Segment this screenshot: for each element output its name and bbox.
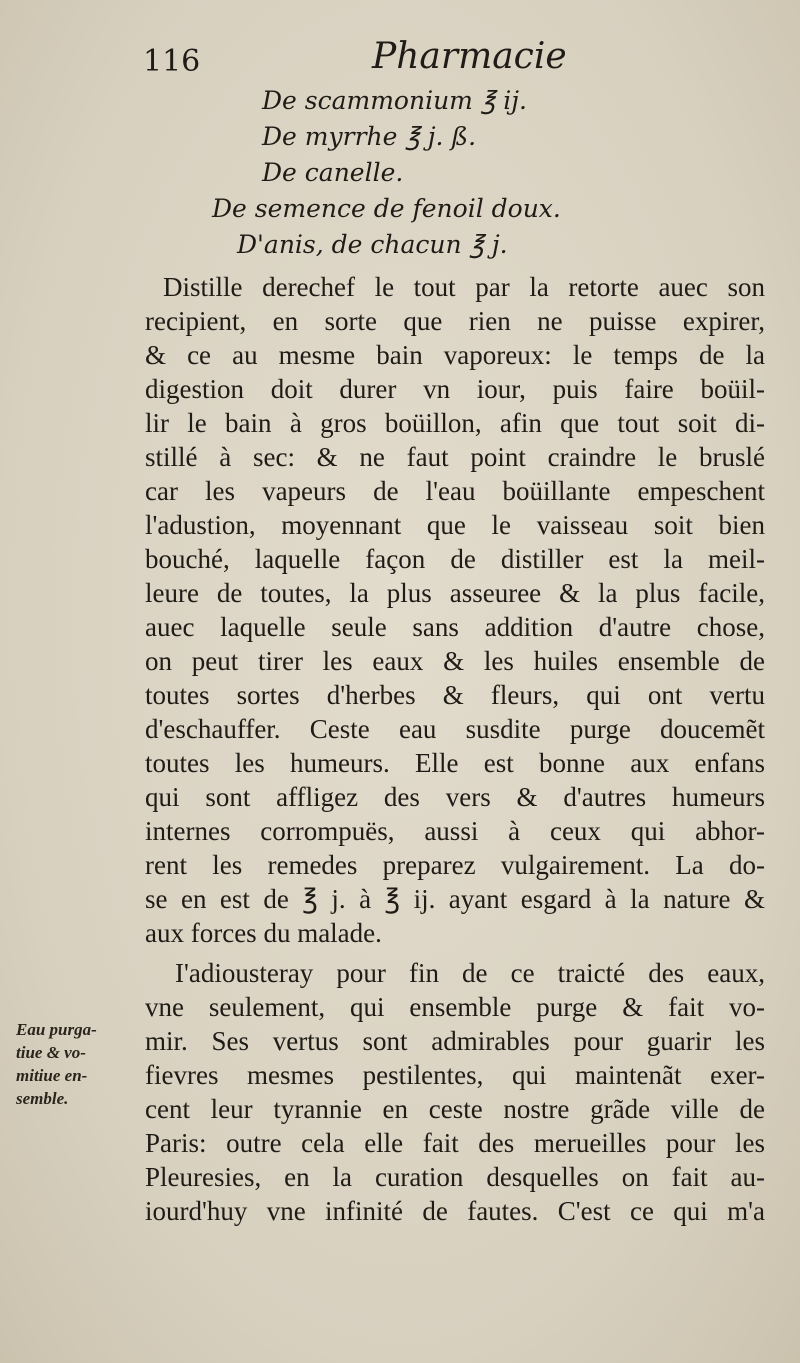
margin-note-line: tiue & vo-	[16, 1043, 86, 1062]
text-line: se en est de ℥ j. à ℥ ij. ayant esgard à la nature &	[145, 884, 765, 914]
text-line: fievres mesmes pestilentes, qui maintenãt exer-	[145, 1060, 765, 1090]
text-line: car les vapeurs de l'eau boüillante empeschent	[145, 476, 765, 506]
text-line: l'adustion, moyennant que le vaisseau soit bien	[145, 510, 765, 540]
margin-note-line: mitiue en-	[16, 1066, 88, 1085]
text-line: Pleuresies, en la curation desquelles on fait au-	[145, 1162, 765, 1192]
text-line: toutes les humeurs. Elle est bonne aux enfans	[145, 748, 765, 778]
text-line: internes corrompuës, aussi à ceux qui abhor-	[145, 816, 765, 846]
text-line: mir. Ses vertus sont admirables pour guarir les	[145, 1026, 765, 1056]
text-line: leure de toutes, la plus asseuree & la plus facile,	[145, 578, 765, 608]
text-line: I'adiousteray pour fin de ce traicté des eaux,	[175, 958, 765, 988]
margin-note	[16, 1018, 146, 1110]
text-line: rent les remedes preparez vulgairement. La do-	[145, 850, 765, 880]
recipe-line: D'anis, de chacun ℥ j.	[237, 230, 508, 259]
recipe-line: De canelle.	[262, 158, 404, 187]
recipe-line: De myrrhe ℥ j. ß.	[262, 122, 477, 151]
text-line: d'eschauffer. Ceste eau susdite purge doucemẽt	[145, 714, 765, 744]
recipe-line: De semence de fenoil doux.	[212, 194, 561, 223]
page-header	[0, 36, 800, 86]
text-line: on peut tirer les eaux & les huiles ensemble de	[145, 646, 765, 676]
text-line: recipient, en sorte que rien ne puisse expirer,	[145, 306, 765, 336]
text-line: qui sont affligez des vers & d'autres humeurs	[145, 782, 765, 812]
text-line: auec laquelle seule sans addition d'autre chose,	[145, 612, 765, 642]
running-title: Pharmacie	[372, 36, 567, 77]
margin-note-line: Eau purga-	[16, 1020, 97, 1039]
text-line: lir le bain à gros boüillon, afin que tout soit di-	[145, 408, 765, 438]
margin-note-line: semble.	[16, 1089, 69, 1108]
text-line: & ce au mesme bain vaporeux: le temps de la	[145, 340, 765, 370]
text-line: cent leur tyrannie en ceste nostre grãde ville de	[145, 1094, 765, 1124]
text-line: Distille derechef le tout par la retorte auec son	[163, 272, 765, 302]
text-line: bouché, laquelle façon de distiller est la meil-	[145, 544, 765, 574]
text-line: aux forces du malade.	[145, 918, 382, 948]
text-line: iourd'huy vne infinité de fautes. C'est ce qui m'a	[145, 1196, 765, 1226]
text-line: vne seulement, qui ensemble purge & fait vo-	[145, 992, 765, 1022]
recipe-line: De scammonium ℥ ij.	[262, 86, 527, 115]
page-number: 116	[143, 44, 201, 79]
text-line: Paris: outre cela elle fait des merueilles pour les	[145, 1128, 765, 1158]
text-line: toutes sortes d'herbes & fleurs, qui ont vertu	[145, 680, 765, 710]
text-line: digestion doit durer vn iour, puis faire boüil-	[145, 374, 765, 404]
text-line: stillé à sec: & ne faut point craindre le bruslé	[145, 442, 765, 472]
